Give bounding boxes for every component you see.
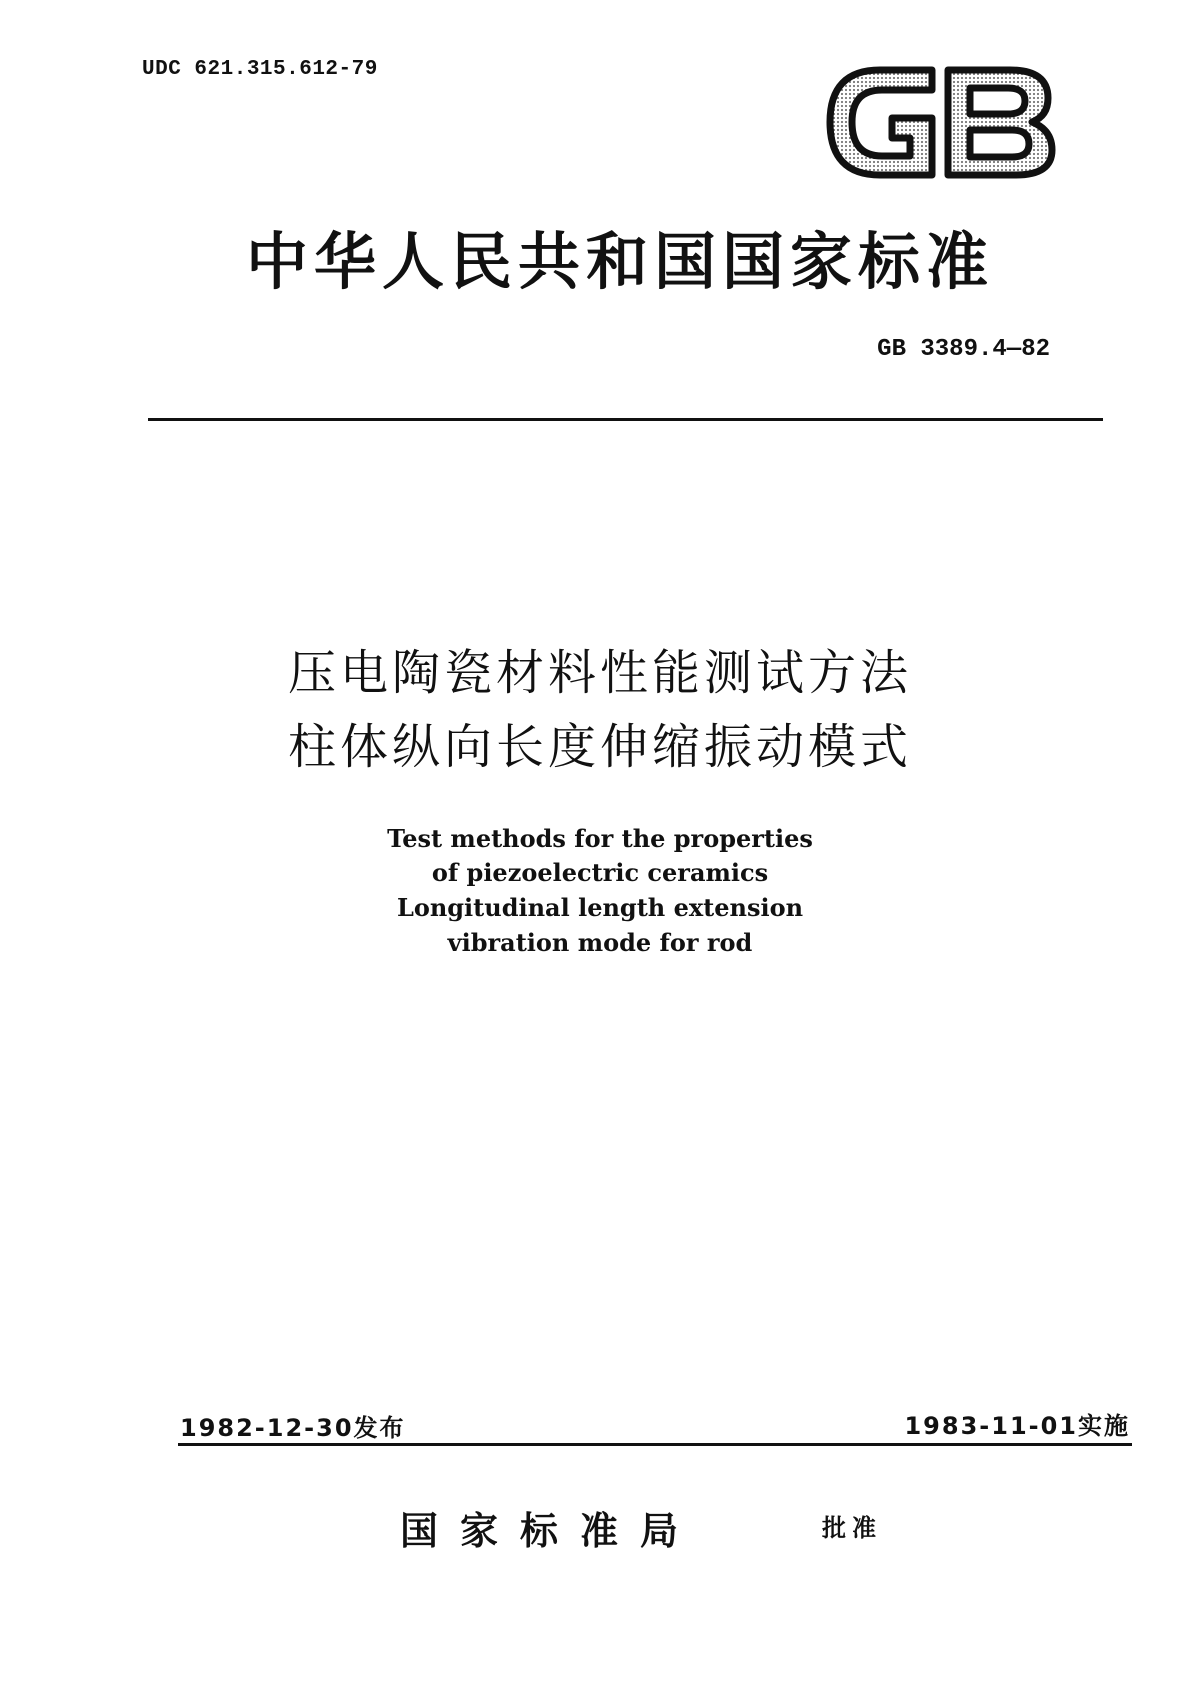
gb-logo xyxy=(820,60,1060,185)
effective-date: 1983-11-01实施 xyxy=(904,1412,1130,1440)
standard-number: GB 3389.4—82 xyxy=(877,336,1050,363)
chinese-title-line-2: 柱体纵向长度伸缩振动模式 xyxy=(287,719,912,775)
english-title-line-4: vibration mode for rod xyxy=(447,928,753,957)
english-title-line-2: of piezoelectric ceramics xyxy=(431,858,769,887)
chinese-title-line-1: 压电陶瓷材料性能测试方法 xyxy=(287,645,912,701)
udc-code: UDC 621.315.612-79 xyxy=(142,58,378,81)
approval-label: 批准 xyxy=(822,1514,882,1542)
issue-date: 1982-12-30发布 xyxy=(180,1414,406,1442)
issuing-authority: 国家标准局 xyxy=(400,1509,701,1553)
english-title-line-3: Longitudinal length extension xyxy=(396,893,804,922)
country-standard-title: 中华人民共和国国家标准 xyxy=(245,225,994,298)
header-divider xyxy=(148,418,1103,421)
footer-divider xyxy=(178,1443,1132,1446)
english-title-line-1: Test methods for the properties xyxy=(387,824,813,853)
